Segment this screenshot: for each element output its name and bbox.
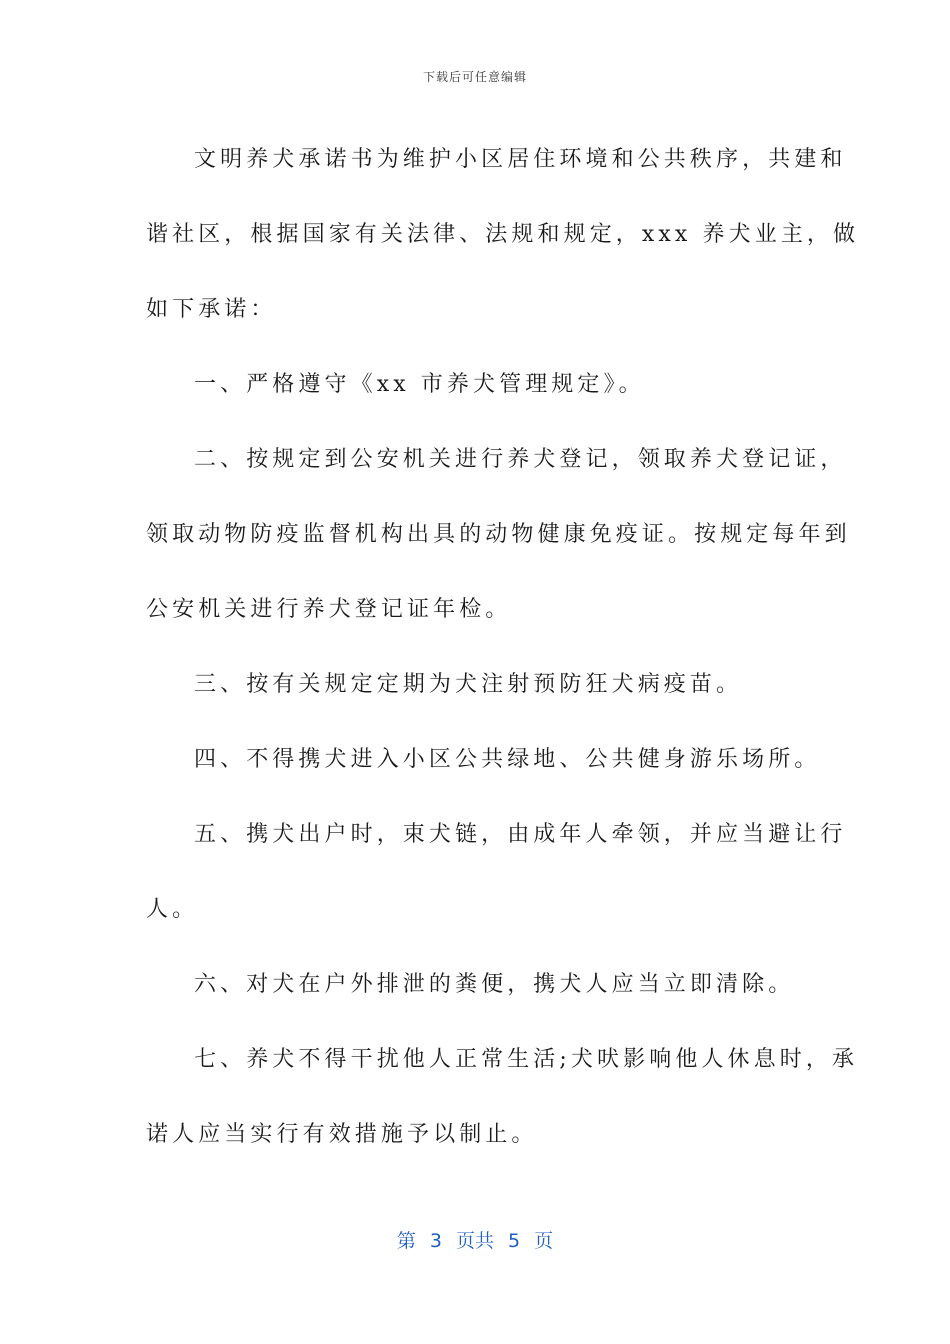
paragraph-line: 如下承诺： <box>146 297 277 322</box>
paragraph-line: 人。 <box>146 897 199 922</box>
total-label: 页共 <box>455 1230 494 1252</box>
paragraph-line: 一、严格遵守《xx 市养犬管理规定》。 <box>194 372 645 397</box>
paragraph-line: 领取动物防疫监督机构出具的动物健康免疫证。按规定每年到 <box>146 522 851 547</box>
current-page-number: 3 <box>429 1230 442 1252</box>
paragraph-line: 文明养犬承诺书为维护小区居住环境和公共秩序，共建和 <box>194 147 847 172</box>
paragraph-line: 谐社区，根据国家有关法律、法规和规定，xxx 养犬业主，做 <box>146 222 860 247</box>
paragraph-line: 三、按有关规定定期为犬注射预防狂犬病疫苗。 <box>194 672 743 697</box>
paragraph-line: 二、按规定到公安机关进行养犬登记，领取养犬登记证， <box>194 447 847 472</box>
paragraph-line: 四、不得携犬进入小区公共绿地、公共健身游乐场所。 <box>194 747 821 772</box>
paragraph-line: 诺人应当实行有效措施予以制止。 <box>146 1122 538 1147</box>
paragraph-line: 六、对犬在户外排泄的粪便，携犬人应当立即清除。 <box>194 972 795 997</box>
page-label: 第 <box>396 1230 416 1252</box>
header-note: 下载后可任意编辑 <box>422 70 527 84</box>
page-end-label: 页 <box>534 1230 554 1252</box>
paragraph-line: 公安机关进行养犬登记证年检。 <box>146 597 512 622</box>
page-number-footer <box>0 1226 950 1253</box>
paragraph-line: 五、携犬出户时，束犬链，由成年人牵领，并应当避让行 <box>194 822 847 847</box>
document-body <box>146 122 860 1172</box>
paragraph-line: 七、养犬不得干扰他人正常生活;犬吠影响他人休息时，承 <box>194 1047 859 1072</box>
total-pages-number: 5 <box>508 1230 521 1252</box>
